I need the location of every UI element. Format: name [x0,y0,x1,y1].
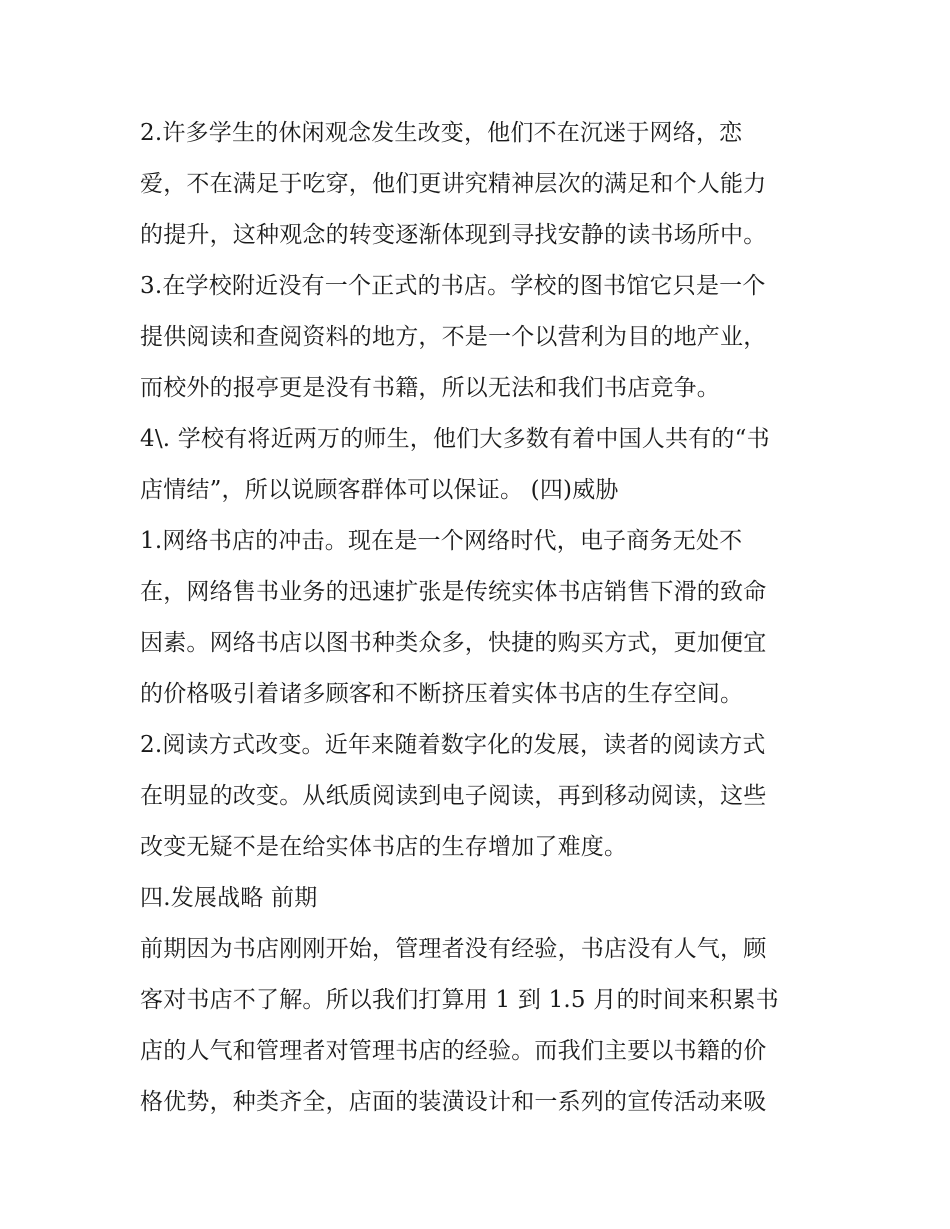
section-heading: 四.发展战略 前期 [140,885,318,911]
text-line: 店情结”，所以说顾客群体可以保证。 (四)威胁 [140,477,619,503]
text-line: 的提升，这种观念的转变逐渐体现到寻找安静的读书场所中。 [140,222,767,248]
text-line: 改变无疑不是在给实体书店的生存增加了难度。 [140,834,628,860]
text-line: 格优势，种类齐全，店面的装潢设计和一系列的宣传活动来吸 [140,1089,767,1115]
text-line: 2.许多学生的休闲观念发生改变，他们不在沉迷于网络，恋 [140,120,743,146]
text-line: 在明显的改变。从纸质阅读到电子阅读，再到移动阅读，这些 [140,783,767,809]
text-line: 1.网络书店的冲击。现在是一个网络时代，电子商务无处不 [140,528,743,554]
text-line: 3.在学校附近没有一个正式的书店。学校的图书馆它只是一个 [140,273,766,299]
text-line: 店的人气和管理者对管理书店的经验。而我们主要以书籍的价 [140,1038,767,1064]
text-line: 2.阅读方式改变。近年来随着数字化的发展，读者的阅读方式 [140,732,766,758]
text-line: 爱，不在满足于吃穿，他们更讲究精神层次的满足和个人能力 [140,171,767,197]
text-line: 客对书店不了解。所以我们打算用 1 到 1.5 月的时间来积累书 [140,987,779,1013]
text-line: 而校外的报亭更是没有书籍，所以无法和我们书店竞争。 [140,375,720,401]
text-line: 在，网络售书业务的迅速扩张是传统实体书店销售下滑的致命 [140,579,767,605]
text-line: 提供阅读和查阅资料的地方，不是一个以营利为目的地产业， [140,324,767,350]
text-line: 前期因为书店刚刚开始，管理者没有经验，书店没有人气，顾 [140,936,767,962]
text-line: 4\. 学校有将近两万的师生，他们大多数有着中国人共有的“书 [140,426,770,452]
text-line: 因素。网络书店以图书种类众多，快捷的购买方式，更加便宜 [140,630,767,656]
document-body [140,108,820,1128]
text-line: 的价格吸引着诸多顾客和不断挤压着实体书店的生存空间。 [140,681,744,707]
